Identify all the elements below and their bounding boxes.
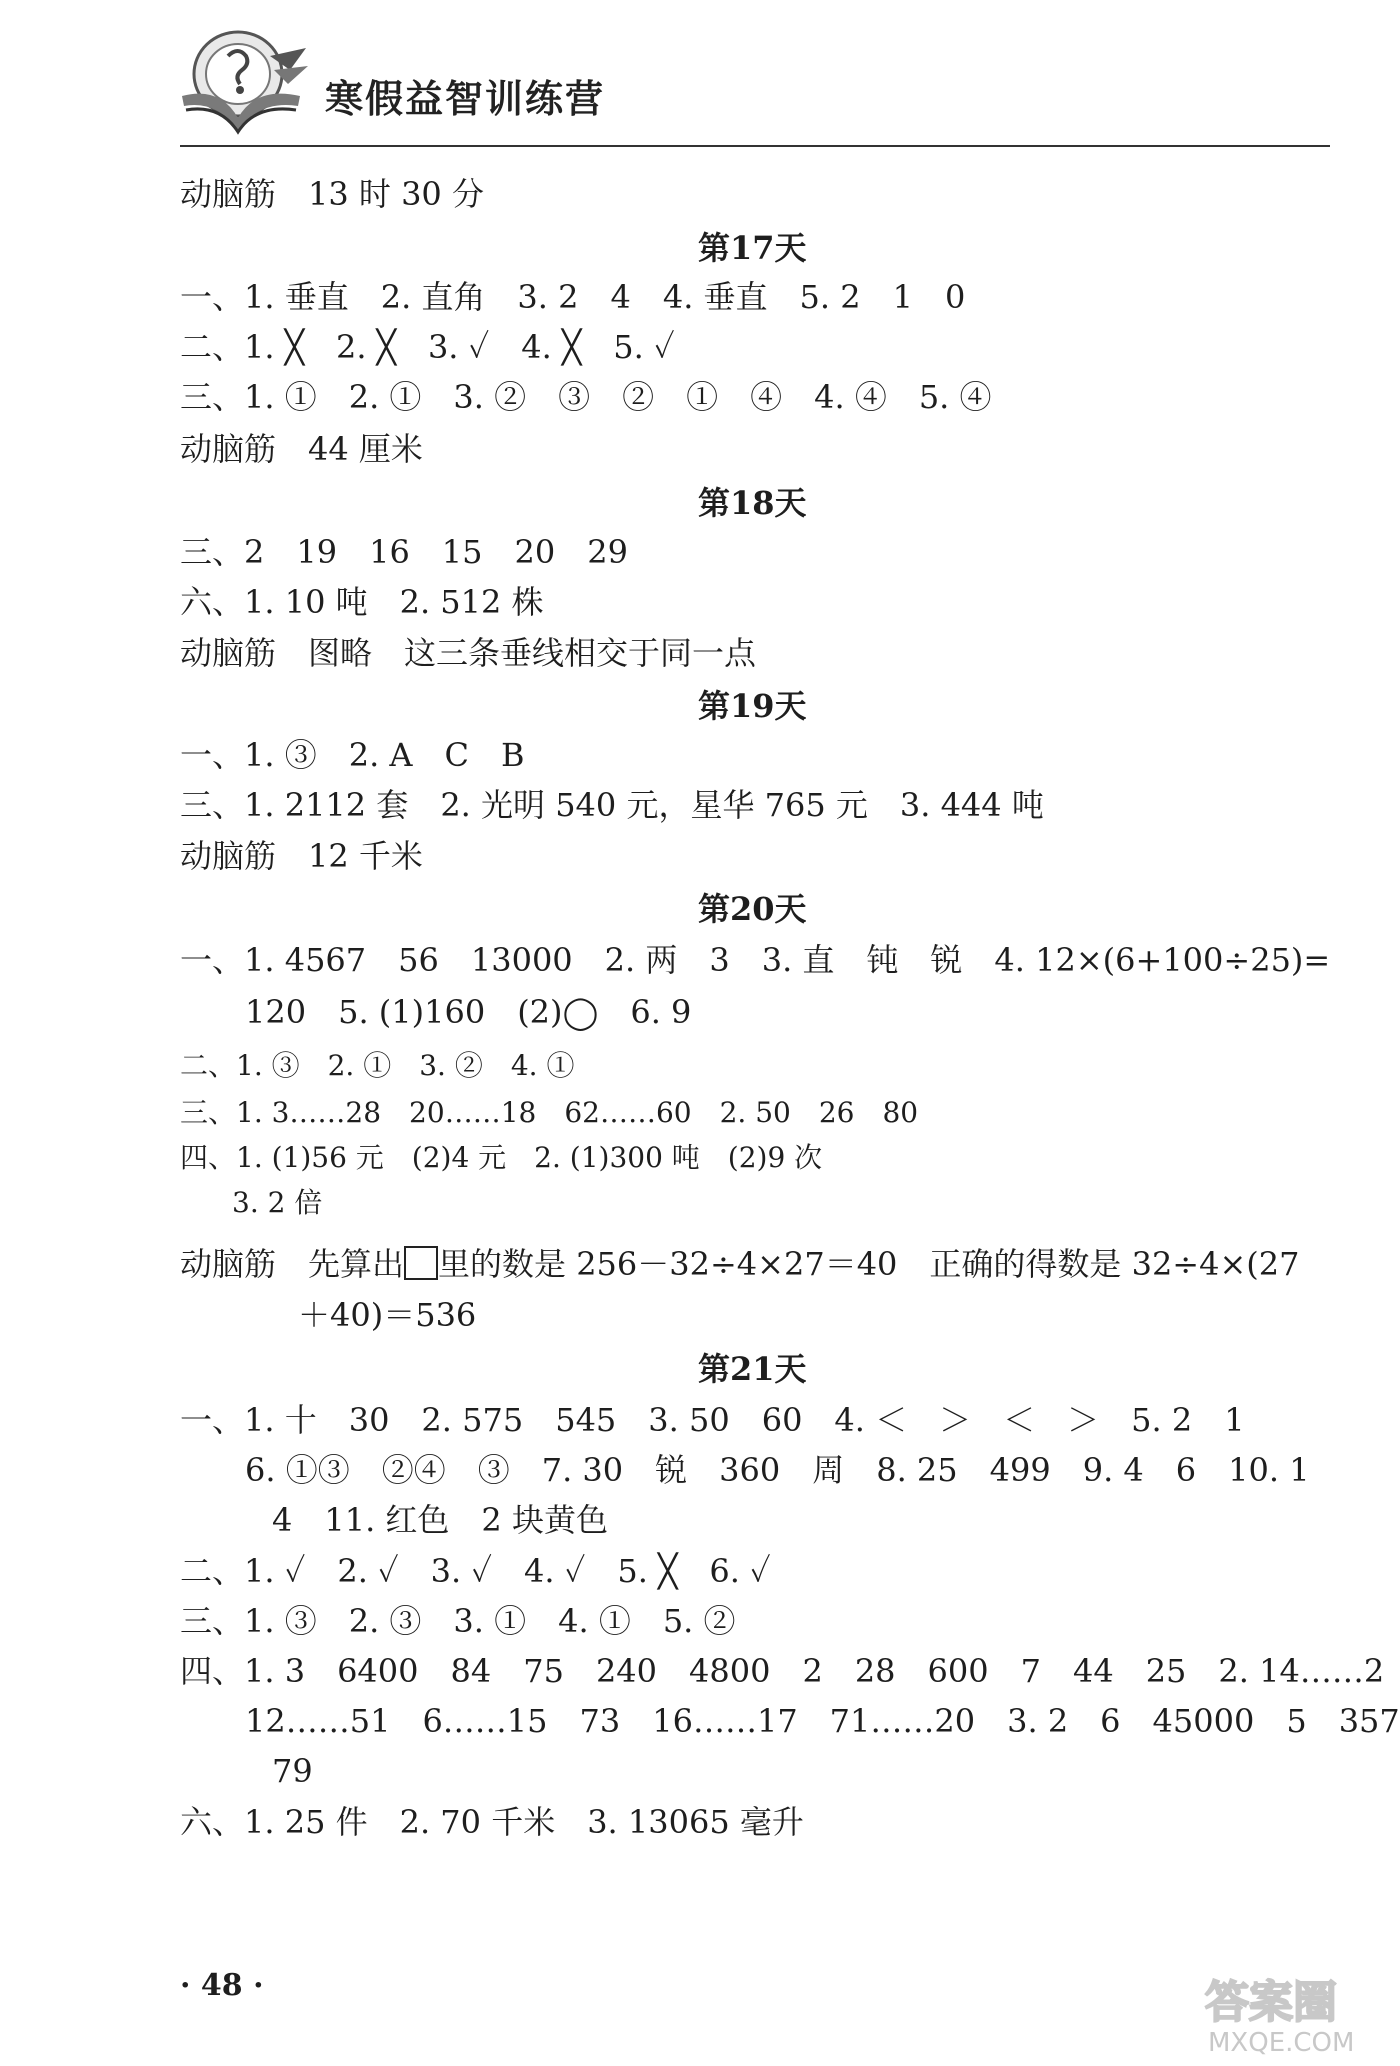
answer-line: 二、1. ✓ 2. ✓ 3. ✓ 4. ✓ 5. ╳ 6. ✓ <box>180 1552 771 1590</box>
answer-text: 动脑筋 先算出 <box>180 1245 405 1283</box>
answer-line: 4 11. 红色 2 块黄色 <box>272 1501 608 1539</box>
answer-line: 四、1. (1)56 元 (2)4 元 2. (1)300 吨 (2)9 次 <box>180 1141 823 1174</box>
answer-line: 一、1. ③ 2. A C B <box>180 736 525 774</box>
answer-line: 四、1. 3 6400 84 75 240 4800 2 28 600 7 44 25 2. 14……2 <box>180 1652 1385 1690</box>
page-header <box>180 20 1330 150</box>
day-heading: 第20天 <box>698 890 807 928</box>
page-number: · 48 · <box>180 1968 264 2003</box>
answer-line: 120 5. (1)160 (2)◯ 6. 9 <box>245 993 692 1031</box>
day-heading: 第19天 <box>698 687 807 725</box>
answer-line: ＋40)＝536 <box>298 1296 477 1334</box>
answer-line: 一、1. 4567 56 13000 2. 两 3 3. 直 钝 锐 4. 12×(6+100÷25)= <box>180 941 1331 979</box>
answer-line: 动脑筋 44 厘米 <box>180 430 423 468</box>
answer-line: 三、2 19 16 15 20 29 <box>180 533 628 571</box>
answer-line: 79 <box>272 1752 313 1790</box>
day-heading: 第18天 <box>698 484 807 522</box>
answer-line: 动脑筋 图略 这三条垂线相交于同一点 <box>180 634 757 672</box>
answer-line: 6. ①③ ②④ ③ 7. 30 锐 360 周 8. 25 499 9. 4 6 10. 1 <box>245 1451 1310 1489</box>
answer-line: 三、1. 3……28 20……18 62……60 2. 50 26 80 <box>180 1096 919 1129</box>
day-heading: 第17天 <box>698 229 807 267</box>
answer-line: 动脑筋 12 千米 <box>180 837 423 875</box>
camp-logo-icon <box>180 26 310 136</box>
watermark-logo-icon <box>1200 1965 1395 2060</box>
watermark-url: MXQE.COM <box>1208 2028 1355 2058</box>
answer-line: 3. 2 倍 <box>232 1186 323 1219</box>
answer-line: 二、1. ③ 2. ① 3. ② 4. ① <box>180 1049 575 1082</box>
watermark-text: 答案圈 <box>1205 1977 1337 2028</box>
answer-line: 三、1. ③ 2. ③ 3. ① 4. ① 5. ② <box>180 1602 736 1640</box>
answer-line: 一、1. 垂直 2. 直角 3. 2 4 4. 垂直 5. 2 1 0 <box>180 278 966 316</box>
answer-line: 一、1. 十 30 2. 575 545 3. 50 60 4. ＜ ＞ ＜ ＞ 5. 2 1 <box>180 1401 1245 1439</box>
answer-line: 三、1. ① 2. ① 3. ② ③ ② ① ④ 4. ④ 5. ④ <box>180 378 992 416</box>
answer-line: 六、1. 25 件 2. 70 千米 3. 13065 毫升 <box>180 1803 804 1841</box>
book-title: 寒假益智训练营 <box>325 76 606 121</box>
day-heading: 第21天 <box>698 1350 807 1388</box>
answer-line: 动脑筋 13 时 30 分 <box>180 175 484 213</box>
answer-line: 二、1. ╳ 2. ╳ 3. ✓ 4. ╳ 5. ✓ <box>180 328 675 366</box>
header-rule <box>180 145 1330 147</box>
answer-line: 12……51 6……15 73 16……17 71……20 3. 2 6 45000 5 357 <box>245 1702 1400 1740</box>
answer-text: 里的数是 256－32÷4×27＝40 正确的得数是 32÷4×(27 <box>438 1245 1300 1283</box>
answer-line: 六、1. 10 吨 2. 512 株 <box>180 583 544 621</box>
answer-line <box>180 1245 1300 1283</box>
blank-box-icon <box>404 1246 438 1280</box>
answer-line: 三、1. 2112 套 2. 光明 540 元，星华 765 元 3. 444 吨 <box>180 786 1044 824</box>
